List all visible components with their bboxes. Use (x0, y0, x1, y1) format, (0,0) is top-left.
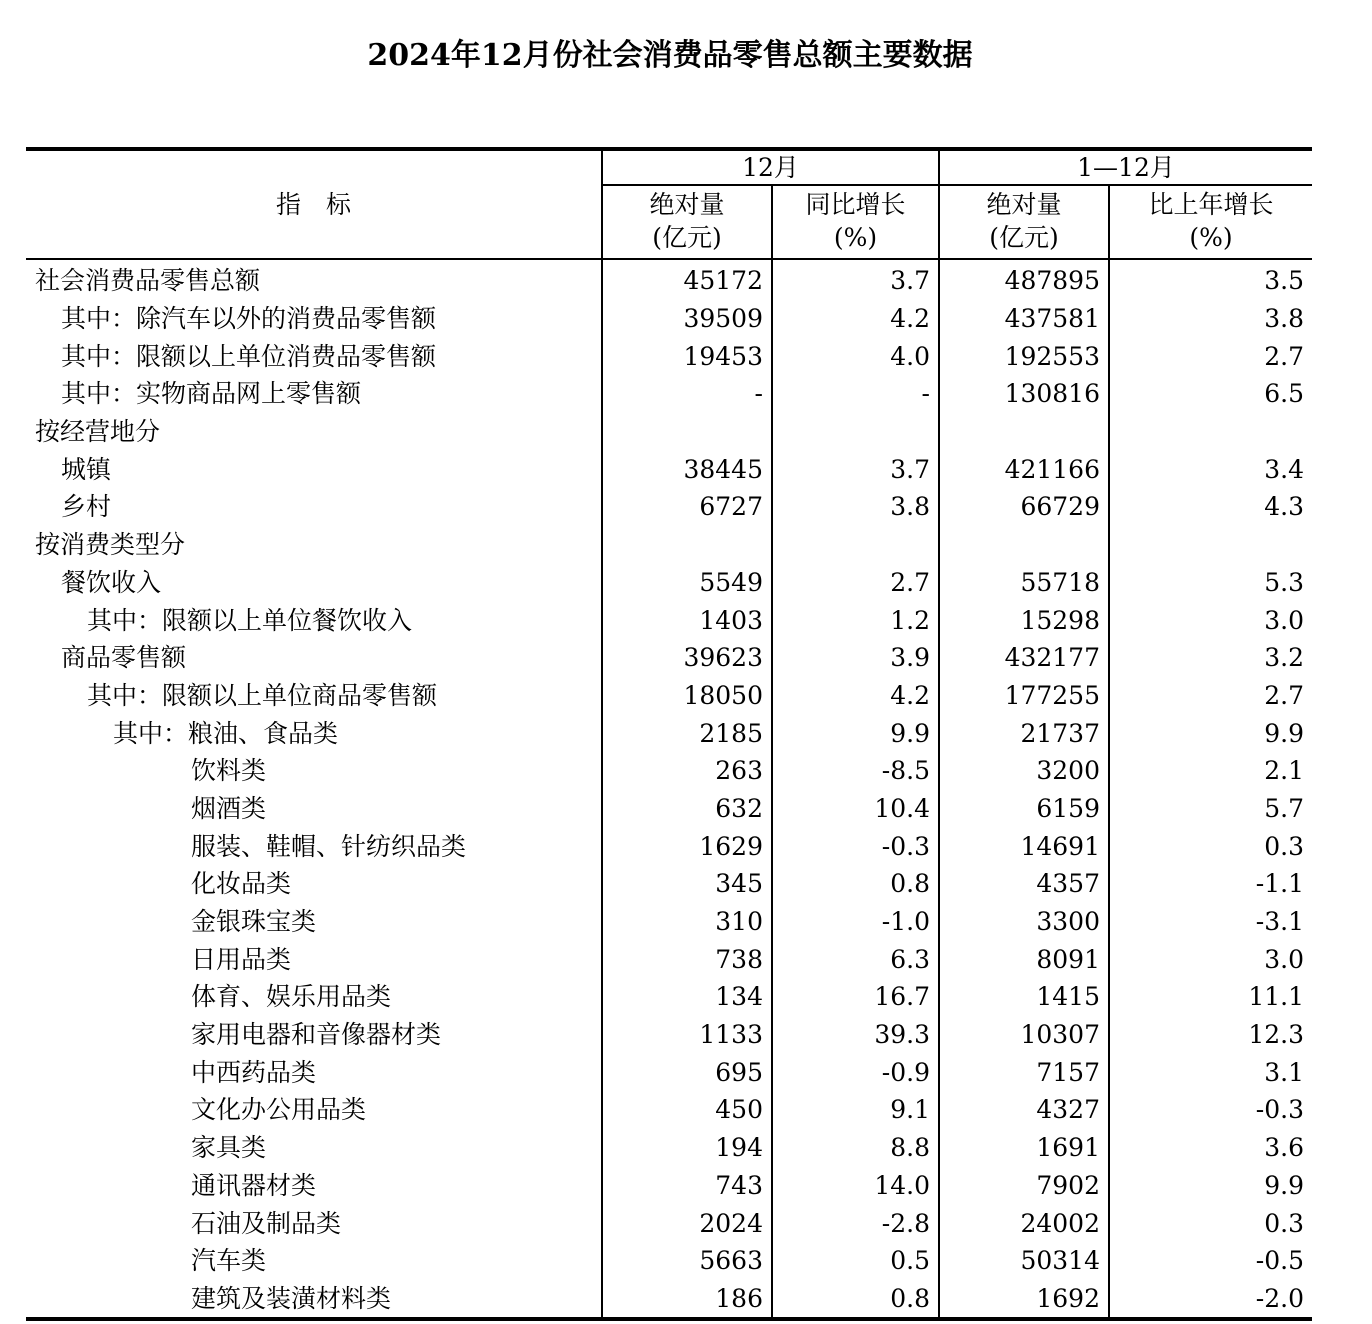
cell-ytd-yoy: 3.4 (1109, 450, 1312, 488)
table-row (26, 978, 1312, 1016)
row-label: 家用电器和音像器材类 (191, 1020, 442, 1050)
cell-month-yoy: 3.8 (772, 488, 939, 526)
cell-month-abs: 695 (602, 1053, 772, 1091)
cell-ytd-yoy: 3.2 (1109, 639, 1312, 677)
table-row (26, 790, 1312, 828)
cell-month-abs: 38445 (602, 450, 772, 488)
table-row (26, 1016, 1312, 1054)
cell-ytd-yoy: 3.6 (1109, 1129, 1312, 1167)
row-label: 通讯器材类 (191, 1170, 317, 1200)
cell-month-abs: 1629 (602, 827, 772, 865)
cell-month-abs: 1133 (602, 1016, 772, 1054)
table-row (26, 450, 1312, 488)
cell-ytd-abs: 432177 (939, 639, 1109, 677)
cell-month-yoy: 39.3 (772, 1016, 939, 1054)
col-abs-month-header (602, 185, 772, 259)
cell-month-abs: 2185 (602, 714, 772, 752)
cell-month-yoy: -1.0 (772, 903, 939, 941)
cell-ytd-yoy: 11.1 (1109, 978, 1312, 1016)
cell-month-abs: 19453 (602, 337, 772, 375)
table-header (26, 149, 1312, 259)
row-label: 社会消费品零售总额 (35, 266, 261, 296)
cell-ytd-abs: 3200 (939, 752, 1109, 790)
cell-month-abs: 1403 (602, 601, 772, 639)
cell-ytd-yoy: -0.5 (1109, 1242, 1312, 1280)
cell-month-yoy (772, 526, 939, 564)
cell-ytd-abs: 7157 (939, 1053, 1109, 1091)
cell-month-abs: 743 (602, 1167, 772, 1205)
cell-month-yoy: 4.0 (772, 337, 939, 375)
cell-month-abs: 134 (602, 978, 772, 1016)
table-row (26, 752, 1312, 790)
table-row (26, 940, 1312, 978)
cell-ytd-abs: 3300 (939, 903, 1109, 941)
indicator-header: 指 标 (26, 149, 602, 259)
cell-ytd-yoy: 3.5 (1109, 259, 1312, 300)
cell-ytd-yoy (1109, 526, 1312, 564)
cell-ytd-yoy: 3.8 (1109, 300, 1312, 338)
cell-ytd-abs: 421166 (939, 450, 1109, 488)
col-yoy-ytd-line1: 比上年增长 (1148, 190, 1274, 219)
page-title: 2024年12月份社会消费品零售总额主要数据 (367, 38, 973, 73)
cell-ytd-yoy: -3.1 (1109, 903, 1312, 941)
row-label: 其中：实物商品网上零售额 (61, 379, 362, 409)
cell-month-yoy: 10.4 (772, 790, 939, 828)
cell-month-abs: 310 (602, 903, 772, 941)
cell-ytd-abs: 1692 (939, 1280, 1109, 1320)
col-abs-ytd-header (939, 185, 1109, 259)
table-row (26, 1091, 1312, 1129)
table-row (26, 300, 1312, 338)
cell-ytd-yoy: 3.1 (1109, 1053, 1312, 1091)
cell-ytd-abs (939, 526, 1109, 564)
cell-ytd-abs: 1691 (939, 1129, 1109, 1167)
period-ytd-header: 1—12月 (939, 149, 1312, 185)
row-label: 饮料类 (191, 756, 267, 786)
cell-month-yoy (772, 413, 939, 451)
cell-ytd-yoy: 3.0 (1109, 601, 1312, 639)
cell-ytd-abs: 7902 (939, 1167, 1109, 1205)
table-row (26, 865, 1312, 903)
cell-month-yoy: 3.7 (772, 259, 939, 300)
cell-month-abs: 450 (602, 1091, 772, 1129)
row-label: 按经营地分 (35, 417, 161, 447)
cell-month-abs: 632 (602, 790, 772, 828)
cell-month-abs: 2024 (602, 1204, 772, 1242)
cell-ytd-abs: 130816 (939, 375, 1109, 413)
cell-ytd-abs: 10307 (939, 1016, 1109, 1054)
cell-month-yoy: 3.9 (772, 639, 939, 677)
cell-ytd-abs: 487895 (939, 259, 1109, 300)
row-label: 服装、鞋帽、针纺织品类 (191, 831, 467, 861)
row-label: 文化办公用品类 (191, 1095, 367, 1125)
table-row (26, 1053, 1312, 1091)
col-abs-month-line2: (亿元) (652, 223, 722, 252)
cell-ytd-yoy: 2.7 (1109, 337, 1312, 375)
table-row (26, 526, 1312, 564)
cell-month-abs: 5549 (602, 564, 772, 602)
table-row (26, 1280, 1312, 1320)
row-label: 其中：限额以上单位消费品零售额 (61, 341, 437, 371)
col-yoy-month-header (772, 185, 939, 259)
row-label: 餐饮收入 (61, 567, 162, 597)
cell-ytd-abs: 1415 (939, 978, 1109, 1016)
cell-ytd-abs: 437581 (939, 300, 1109, 338)
cell-ytd-abs: 21737 (939, 714, 1109, 752)
cell-month-yoy: 3.7 (772, 450, 939, 488)
cell-month-abs: 39509 (602, 300, 772, 338)
cell-month-abs: 6727 (602, 488, 772, 526)
row-label: 石油及制品类 (191, 1208, 342, 1238)
cell-ytd-yoy: 4.3 (1109, 488, 1312, 526)
row-label: 汽车类 (191, 1246, 267, 1276)
row-label: 商品零售额 (61, 643, 187, 673)
cell-ytd-yoy: -0.3 (1109, 1091, 1312, 1129)
col-yoy-month-line2: (%) (833, 223, 878, 252)
cell-month-yoy: -0.9 (772, 1053, 939, 1091)
row-label: 日用品类 (191, 944, 292, 974)
row-label: 化妆品类 (191, 869, 292, 899)
period-month-header: 12月 (602, 149, 939, 185)
cell-month-yoy: 9.9 (772, 714, 939, 752)
cell-month-abs: 738 (602, 940, 772, 978)
cell-ytd-yoy: 0.3 (1109, 1204, 1312, 1242)
cell-ytd-abs: 8091 (939, 940, 1109, 978)
cell-ytd-abs: 4357 (939, 865, 1109, 903)
cell-ytd-abs (939, 413, 1109, 451)
col-yoy-month-line1: 同比增长 (805, 190, 906, 219)
cell-month-yoy: 8.8 (772, 1129, 939, 1167)
cell-ytd-abs: 4327 (939, 1091, 1109, 1129)
table-row (26, 564, 1312, 602)
col-abs-ytd-line1: 绝对量 (986, 190, 1062, 219)
row-label: 其中：粮油、食品类 (113, 718, 339, 748)
cell-ytd-yoy (1109, 413, 1312, 451)
cell-month-yoy: 6.3 (772, 940, 939, 978)
cell-ytd-yoy: 5.7 (1109, 790, 1312, 828)
cell-month-yoy: 1.2 (772, 601, 939, 639)
table-row (26, 1204, 1312, 1242)
row-label: 中西药品类 (191, 1057, 317, 1087)
table-row (26, 714, 1312, 752)
cell-month-abs: 45172 (602, 259, 772, 300)
table-row (26, 259, 1312, 300)
col-abs-ytd-line2: (亿元) (989, 223, 1059, 252)
cell-month-yoy: 0.8 (772, 865, 939, 903)
row-label: 金银珠宝类 (191, 907, 317, 937)
table-row (26, 639, 1312, 677)
row-label: 城镇 (61, 454, 112, 484)
cell-month-abs: 18050 (602, 677, 772, 715)
cell-month-yoy: 2.7 (772, 564, 939, 602)
cell-ytd-abs: 6159 (939, 790, 1109, 828)
cell-ytd-abs: 14691 (939, 827, 1109, 865)
cell-month-abs: 194 (602, 1129, 772, 1167)
cell-month-abs: 39623 (602, 639, 772, 677)
table-row (26, 337, 1312, 375)
cell-ytd-yoy: 3.0 (1109, 940, 1312, 978)
table-row (26, 413, 1312, 451)
row-label: 按消费类型分 (35, 530, 186, 560)
cell-month-yoy: 0.5 (772, 1242, 939, 1280)
cell-month-abs: 5663 (602, 1242, 772, 1280)
col-abs-month-line1: 绝对量 (649, 190, 725, 219)
row-label: 建筑及装潢材料类 (26, 1280, 602, 1320)
table-row (26, 488, 1312, 526)
row-label: 乡村 (61, 492, 112, 522)
col-yoy-ytd-line2: (%) (1189, 223, 1233, 252)
table-row (26, 1242, 1312, 1280)
cell-month-yoy: 0.8 (772, 1280, 939, 1320)
cell-month-yoy: - (772, 375, 939, 413)
cell-ytd-abs: 15298 (939, 601, 1109, 639)
cell-month-yoy: -0.3 (772, 827, 939, 865)
cell-ytd-abs: 24002 (939, 1204, 1109, 1242)
cell-month-yoy: 4.2 (772, 677, 939, 715)
cell-month-yoy: 16.7 (772, 978, 939, 1016)
retail-sales-table (26, 147, 1312, 1321)
cell-ytd-yoy: 9.9 (1109, 714, 1312, 752)
cell-month-abs: 263 (602, 752, 772, 790)
cell-month-yoy: 14.0 (772, 1167, 939, 1205)
cell-month-yoy: 9.1 (772, 1091, 939, 1129)
table-body (26, 259, 1312, 1319)
col-yoy-ytd-header (1109, 185, 1312, 259)
cell-month-yoy: 4.2 (772, 300, 939, 338)
cell-ytd-yoy: 12.3 (1109, 1016, 1312, 1054)
table-row (26, 375, 1312, 413)
cell-ytd-yoy: 2.1 (1109, 752, 1312, 790)
table-row (26, 677, 1312, 715)
cell-month-abs: - (602, 375, 772, 413)
cell-ytd-abs: 55718 (939, 564, 1109, 602)
cell-ytd-abs: 192553 (939, 337, 1109, 375)
row-label: 其中：限额以上单位餐饮收入 (87, 605, 413, 635)
cell-month-yoy: -2.8 (772, 1204, 939, 1242)
table-row (26, 601, 1312, 639)
header-row-periods (26, 149, 1312, 185)
row-label: 家具类 (191, 1133, 267, 1163)
cell-ytd-abs: 66729 (939, 488, 1109, 526)
row-label: 体育、娱乐用品类 (191, 982, 392, 1012)
cell-ytd-yoy: 9.9 (1109, 1167, 1312, 1205)
cell-month-yoy: -8.5 (772, 752, 939, 790)
cell-ytd-yoy: -2.0 (1109, 1280, 1312, 1320)
row-label: 其中：限额以上单位商品零售额 (87, 680, 438, 710)
cell-month-abs (602, 413, 772, 451)
cell-ytd-abs: 177255 (939, 677, 1109, 715)
table-row (26, 903, 1312, 941)
table-row (26, 1129, 1312, 1167)
cell-ytd-abs: 50314 (939, 1242, 1109, 1280)
table-row (26, 827, 1312, 865)
cell-ytd-yoy: 0.3 (1109, 827, 1312, 865)
cell-month-abs: 186 (602, 1280, 772, 1320)
cell-ytd-yoy: -1.1 (1109, 865, 1312, 903)
row-label: 烟酒类 (191, 793, 267, 823)
cell-month-abs: 345 (602, 865, 772, 903)
cell-ytd-yoy: 2.7 (1109, 677, 1312, 715)
cell-ytd-yoy: 5.3 (1109, 564, 1312, 602)
table-row (26, 1167, 1312, 1205)
cell-month-abs (602, 526, 772, 564)
row-label: 其中：除汽车以外的消费品零售额 (61, 304, 437, 334)
cell-ytd-yoy: 6.5 (1109, 375, 1312, 413)
